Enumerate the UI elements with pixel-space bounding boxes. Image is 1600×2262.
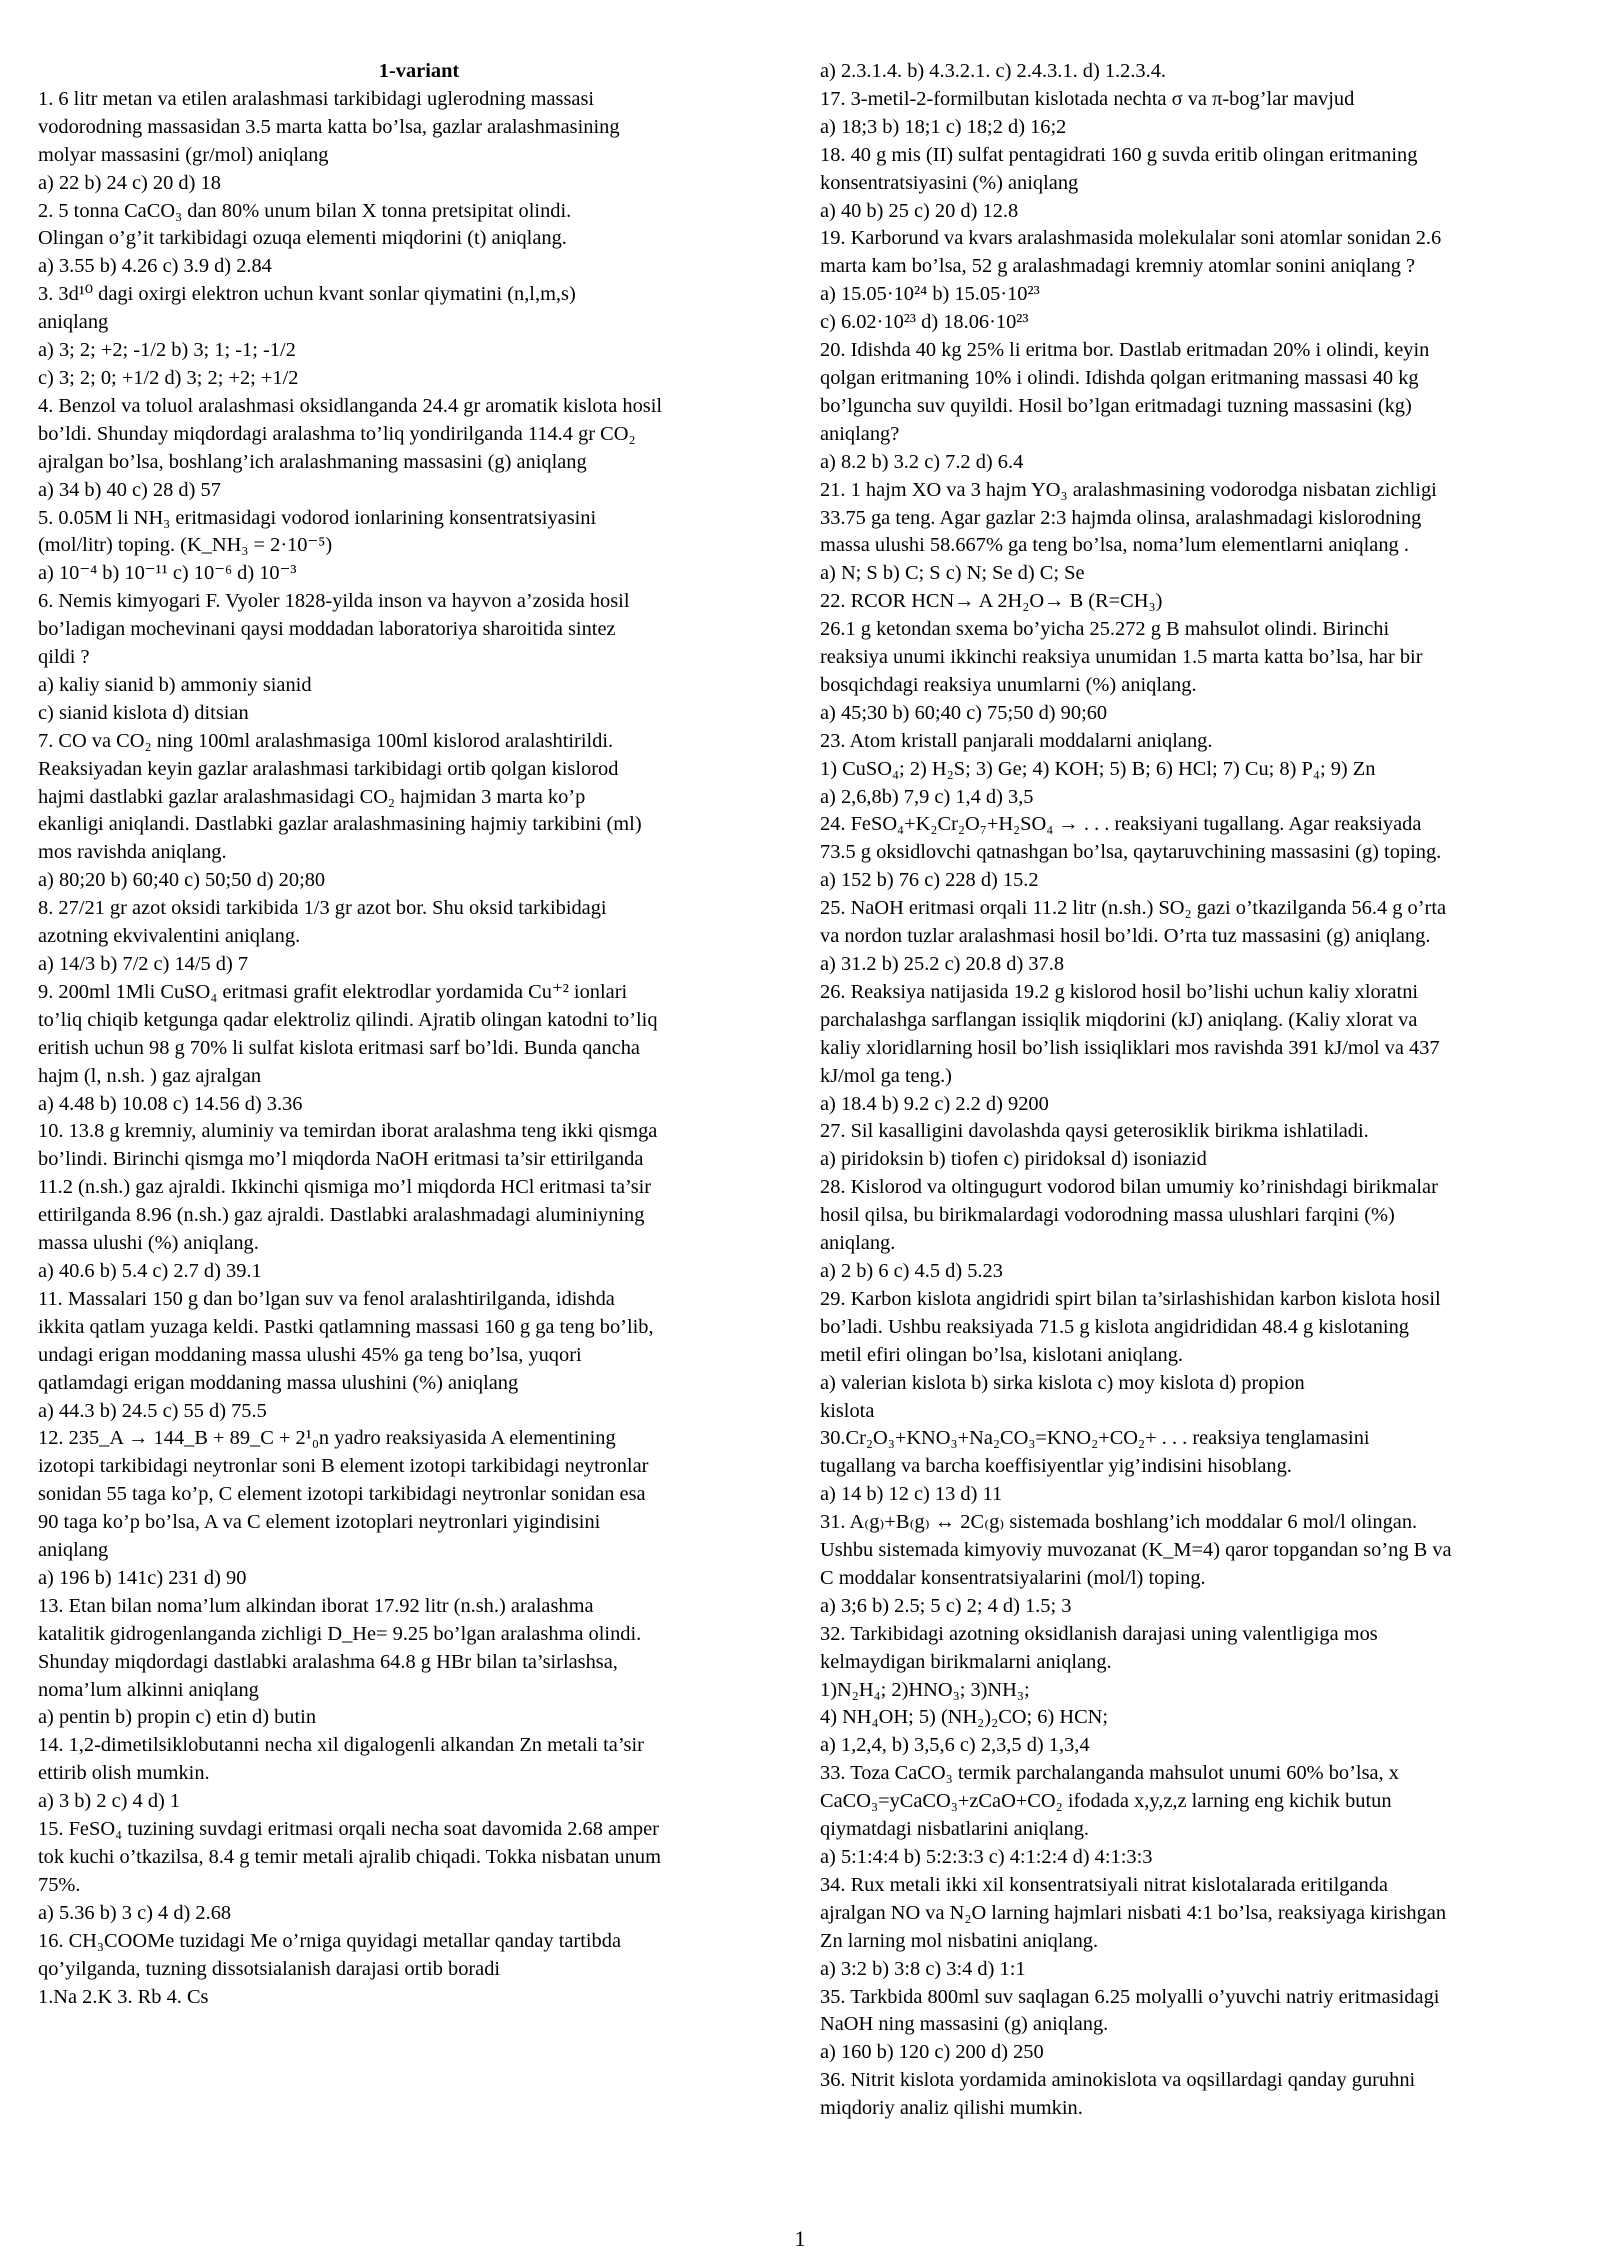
text-line: a) 1,2,4, b) 3,5,6 c) 2,3,5 d) 1,3,4: [820, 1734, 1090, 1757]
text-line: a) 10⁻⁴ b) 10⁻¹¹ c) 10⁻⁶ d) 10⁻³: [38, 562, 297, 585]
text-line: a) 152 b) 76 c) 228 d) 15.2: [820, 869, 1039, 892]
text-line: 34. Rux metali ikki xil konsentratsiyali nitrat kislotalarada eritilganda: [820, 1873, 1388, 1896]
text-line: aniqlang.: [820, 1232, 896, 1255]
text-line: bo’lindi. Birinchi qismga mo’l miqdorda NaOH eritmasi ta’sir ettirilganda: [38, 1148, 644, 1171]
text-line: 13. Etan bilan noma’lum alkindan iborat 17.92 litr (n.sh.) aralashma: [38, 1594, 594, 1617]
text-line: to’liq chiqib ketgunga qadar elektroliz qilindi. Ajratib olingan katodni to’liq: [38, 1008, 658, 1031]
text-line: 24. FeSO₄+K₂Cr₂O₇+H₂SO₄ → . . . reaksiyani tugallang. Agar reaksiyada: [820, 813, 1422, 836]
text-line: a) 18.4 b) 9.2 c) 2.2 d) 9200: [820, 1092, 1049, 1115]
text-line: a) 8.2 b) 3.2 c) 7.2 d) 6.4: [820, 450, 1024, 473]
text-line: hajm (l, n.sh. ) gaz ajralgan: [38, 1064, 262, 1087]
text-line: ajralgan NO va N₂O larning hajmlari nisbati 4:1 bo’lsa, reaksiyaga kirishgan: [820, 1901, 1447, 1924]
text-line: a) 40.6 b) 5.4 c) 2.7 d) 39.1: [38, 1259, 262, 1282]
text-line: kelmaydigan birikmalarni aniqlang.: [820, 1650, 1112, 1673]
text-line: 3. 3d¹⁰ dagi oxirgi elektron uchun kvant sonlar qiymatini (n,l,m,s): [38, 283, 576, 306]
text-line: azotning ekvivalentini aniqlang.: [38, 925, 301, 948]
text-line: 23. Atom kristall panjarali moddalarni aniqlang.: [820, 729, 1213, 752]
text-line: miqdoriy analiz qilishi mumkin.: [820, 2097, 1083, 2120]
text-line: eritish uchun 98 g 70% li sulfat kislota eritmasi sarf bo’ldi. Bunda qancha: [38, 1036, 640, 1059]
text-line: qildi ?: [38, 646, 90, 669]
text-line: CaCO₃=yCaCO₃+zCaO+CO₂ ifodada x,y,z,z larning eng kichik butun: [820, 1790, 1392, 1813]
text-line: 31. A₍g₎+B₍g₎ ↔ 2C₍g₎ sistemada boshlang’ich moddalar 6 mol/l olingan.: [820, 1511, 1418, 1534]
text-line: reaksiya unumi ikkinchi reaksiya unumidan 1.5 marta katta bo’lsa, har bir: [820, 646, 1423, 669]
text-line: vodorodning massasidan 3.5 marta katta bo’lsa, gazlar aralashmasining: [38, 115, 620, 138]
text-line: 17. 3-metil-2-formilbutan kislotada nechta σ va π-bog’lar mavjud: [820, 87, 1355, 110]
text-line: 73.5 g oksidlovchi qatnashgan bo’lsa, qaytaruvchining massasini (g) toping.: [820, 841, 1442, 864]
text-line: a) 3;6 b) 2.5; 5 c) 2; 4 d) 1.5; 3: [820, 1594, 1072, 1617]
text-line: aniqlang: [38, 311, 109, 334]
text-line: 21. 1 hajm XO va 3 hajm YO₃ aralashmasining vodorodga nisbatan zichligi: [820, 478, 1437, 501]
text-line: 18. 40 g mis (II) sulfat pentagidrati 160 g suvda eritib olingan eritmaning: [820, 143, 1418, 166]
text-line: 11.2 (n.sh.) gaz ajraldi. Ikkinchi qismiga mo’l miqdorda HCl eritmasi ta’sir: [38, 1176, 652, 1199]
text-line: a) 40 b) 25 c) 20 d) 12.8: [820, 199, 1019, 222]
text-line: NaOH ning massasini (g) aniqlang.: [820, 2013, 1109, 2036]
text-line: Olingan o’g’it tarkibidagi ozuqa elementi miqdorini (t) aniqlang.: [38, 227, 567, 250]
text-line: 11. Massalari 150 g dan bo’lgan suv va fenol aralashtirilganda, idishda: [38, 1287, 615, 1310]
text-line: 15. FeSO₄ tuzining suvdagi eritmasi orqali necha soat davomida 2.68 amper: [38, 1818, 659, 1841]
text-line: 22. RCOR HCN→ A 2H₂O→ B (R=CH₃): [820, 590, 1163, 613]
text-line: ekanligi aniqlandi. Dastlabki gazlar aralashmasining hajmiy tarkibini (ml): [38, 813, 642, 836]
text-line: hosil qilsa, bu birikmalardagi vodorodning massa ulushlari farqini (%): [820, 1204, 1395, 1227]
text-line: a) 2.3.1.4. b) 4.3.2.1. c) 2.4.3.1. d) 1.2.3.4.: [820, 60, 1167, 82]
text-line: bo’ladi. Ushbu reaksiyada 71.5 g kislota angidrididan 48.4 g kislotaning: [820, 1315, 1409, 1338]
text-line: a) 3.55 b) 4.26 c) 3.9 d) 2.84: [38, 255, 272, 278]
text-line: 4. Benzol va toluol aralashmasi oksidlanganda 24.4 gr aromatik kislota hosil: [38, 394, 663, 417]
text-line: c) sianid kislota d) ditsian: [38, 701, 249, 724]
text-line: noma’lum alkinni aniqlang: [38, 1678, 259, 1701]
text-line: hajmi dastlabki gazlar aralashmasidagi CO₂ hajmidan 3 marta ko’p: [38, 785, 586, 808]
text-line: 29. Karbon kislota angidridi spirt bilan ta’sirlashishidan karbon kislota hosil: [820, 1287, 1441, 1310]
text-line: izotopi tarkibidagi neytronlar soni B element izotopi tarkibidagi neytronlar: [38, 1455, 649, 1478]
text-line: 25. NaOH eritmasi orqali 11.2 litr (n.sh.) SO₂ gazi o’tkazilganda 56.4 g o’rta: [820, 897, 1447, 920]
text-line: qiymatdagi nisbatlarini aniqlang.: [820, 1818, 1089, 1841]
text-line: konsentratsiyasini (%) aniqlang: [820, 171, 1079, 194]
text-line: molyar massasini (gr/mol) aniqlang: [38, 143, 329, 166]
text-line: 8. 27/21 gr azot oksidi tarkibida 1/3 gr azot bor. Shu oksid tarkibidagi: [38, 897, 607, 920]
text-line: kislota: [820, 1399, 875, 1422]
text-line: a) 14/3 b) 7/2 c) 14/5 d) 7: [38, 953, 249, 975]
text-line: sonidan 55 taga ko’p, C element izotopi tarkibidagi neytronlar sonidan esa: [38, 1483, 646, 1506]
text-line: 36. Nitrit kislota yordamida aminokislota va oqsillardagi qanday guruhni: [820, 2069, 1416, 2092]
text-line: c) 6.02·10²³ d) 18.06·10²³: [820, 311, 1029, 334]
text-line: a) 45;30 b) 60;40 c) 75;50 d) 90;60: [820, 701, 1108, 724]
text-line: 4) NH₄OH; 5) (NH₂)₂CO; 6) HCN;: [820, 1706, 1109, 1729]
text-line: 1.Na 2.K 3. Rb 4. Cs: [38, 1985, 209, 2008]
text-line: qatlamdagi erigan moddaning massa ulushini (%) aniqlang: [38, 1371, 519, 1394]
text-line: aniqlang?: [820, 422, 900, 445]
text-line: a) 15.05·10²⁴ b) 15.05·10²³: [820, 283, 1040, 306]
text-line: a) 2 b) 6 c) 4.5 d) 5.23: [820, 1259, 1003, 1282]
text-line: bo’ladigan mochevinani qaysi moddadan laboratoriya sharoitida sintez: [38, 618, 616, 641]
right-question-list: [820, 58, 1570, 2123]
text-line: a) 5.36 b) 3 c) 4 d) 2.68: [38, 1901, 232, 1924]
text-line: a) 160 b) 120 c) 200 d) 250: [820, 2041, 1044, 2064]
text-line: 30.Cr₂O₃+KNO₃+Na₂CO₃=KNO₂+CO₂+ . . . reaksiya tenglamasini: [820, 1427, 1370, 1450]
text-line: katalitik gidrogenlanganda zichligi D_He= 9.25 bo’lgan aralashma olindi.: [38, 1622, 642, 1645]
text-line: 1. 6 litr metan va etilen aralashmasi tarkibidagi uglerodning massasi: [38, 87, 595, 110]
text-line: ettirib olish mumkin.: [38, 1762, 210, 1785]
text-line: ikkita qatlam yuzaga keldi. Pastki qatlamning massasi 160 g ga teng bo’lib,: [38, 1315, 654, 1338]
text-line: 16. CH₃COOMe tuzidagi Me o’rniga quyidagi metallar qanday tartibda: [38, 1929, 621, 1952]
text-line: massa ulushi 58.667% ga teng bo’lsa, noma’lum elementlarni aniqlang .: [820, 534, 1409, 557]
text-line: qo’yilganda, tuzning dissotsialanish darajasi ortib boradi: [38, 1957, 501, 1980]
text-line: a) 196 b) 141c) 231 d) 90: [38, 1566, 247, 1589]
text-line: 10. 13.8 g kremniy, aluminiy va temirdan iborat aralashma teng ikki qismga: [38, 1120, 658, 1143]
text-line: 33. Toza CaCO₃ termik parchalanganda mahsulot unumi 60% bo’lsa, x: [820, 1762, 1399, 1785]
text-line: 90 taga ko’p bo’lsa, A va C element izotoplari neytronlari yigindisini: [38, 1511, 601, 1534]
left-question-list: [38, 86, 800, 2012]
text-line: a) kaliy sianid b) ammoniy sianid: [38, 673, 312, 696]
text-line: kaliy xloridlarning hosil bo’lish issiqliklari mos ravishda 391 kJ/mol va 437: [820, 1036, 1440, 1059]
text-line: a) 4.48 b) 10.08 c) 14.56 d) 3.36: [38, 1092, 303, 1115]
text-line: 33.75 ga teng. Agar gazlar 2:3 hajmda olinsa, aralashmadagi kislorodning: [820, 506, 1422, 529]
text-line: bo’ldi. Shunday miqdordagi aralashma to’liq yondirilganda 114.4 gr CO₂: [38, 422, 636, 445]
text-line: a) 18;3 b) 18;1 c) 18;2 d) 16;2: [820, 115, 1067, 138]
text-line: massa ulushi (%) aniqlang.: [38, 1232, 259, 1255]
text-line: C moddalar konsentratsiyalarini (mol/l) toping.: [820, 1566, 1206, 1589]
text-line: metil efiri olingan bo’lsa, kislotani aniqlang.: [820, 1343, 1183, 1366]
text-line: 32. Tarkibidagi azotning oksidlanish darajasi uning valentligiga mos: [820, 1622, 1378, 1645]
page-number: 1: [794, 2226, 806, 2251]
text-line: parchalashga sarflangan issiqlik miqdorini (kJ) aniqlang. (Kaliy xlorat va: [820, 1008, 1418, 1031]
text-line: 27. Sil kasalligini davolashda qaysi geterosiklik birikma ishlatiladi.: [820, 1120, 1369, 1143]
text-line: a) 3 b) 2 c) 4 d) 1: [38, 1790, 181, 1813]
text-line: ettirilganda 8.96 (n.sh.) gaz ajraldi. Dastlabki aralashmadagi aluminiyning: [38, 1204, 645, 1227]
text-line: Ushbu sistemada kimyoviy muvozanat (K_M=4) qaror topgandan so’ng B va: [820, 1539, 1452, 1562]
right-column: [820, 58, 1570, 2123]
text-line: 26. Reaksiya natijasida 19.2 g kislorod hosil bo’lishi uchun kaliy xloratni: [820, 980, 1419, 1003]
text-line: 28. Kislorod va oltingugurt vodorod bilan umumiy ko’rinishdagi birikmalar: [820, 1176, 1438, 1199]
text-line: a) valerian kislota b) sirka kislota c) moy kislota d) propion: [820, 1371, 1305, 1394]
text-line: 6. Nemis kimyogari F. Vyoler 1828-yilda inson va hayvon a’zosida hosil: [38, 590, 630, 613]
left-column: [38, 58, 800, 2011]
text-line: a) piridoksin b) tiofen c) piridoksal d) isoniazid: [820, 1148, 1207, 1171]
text-line: kJ/mol ga teng.): [820, 1064, 952, 1087]
text-line: Shunday miqdordagi dastlabki aralashma 64.8 g HBr bilan ta’sirlashsa,: [38, 1650, 618, 1673]
text-line: bosqichdagi reaksiya unumlarni (%) aniqlang.: [820, 673, 1197, 696]
text-line: a) 34 b) 40 c) 28 d) 57: [38, 478, 221, 501]
text-line: Zn larning mol nisbatini aniqlang.: [820, 1929, 1099, 1952]
text-line: undagi erigan moddaning massa ulushi 45% ga teng bo’lsa, yuqori: [38, 1343, 582, 1366]
text-line: 1)N₂H₄; 2)HNO₃; 3)NH₃;: [820, 1678, 1030, 1701]
text-line: a) 3:2 b) 3:8 c) 3:4 d) 1:1: [820, 1957, 1026, 1980]
text-line: a) 2,6,8b) 7,9 c) 1,4 d) 3,5: [820, 785, 1034, 808]
text-line: c) 3; 2; 0; +1/2 d) 3; 2; +2; +1/2: [38, 366, 299, 389]
text-line: aniqlang: [38, 1539, 109, 1562]
text-line: (mol/litr) toping. (K_NH₃ = 2·10⁻⁵): [38, 534, 333, 557]
text-line: 9. 200ml 1Mli CuSO₄ eritmasi grafit elektrodlar yordamida Cu⁺² ionlari: [38, 980, 628, 1003]
text-line: tugallang va barcha koeffisiyentlar yig’indisini hisoblang.: [820, 1455, 1292, 1478]
text-line: ajralgan bo’lsa, boshlang’ich aralashmaning massasini (g) aniqlang: [38, 450, 587, 473]
text-line: 7. CO va CO₂ ning 100ml aralashmasiga 100ml kislorod aralashtirildi.: [38, 729, 614, 752]
text-line: a) N; S b) C; S c) N; Se d) C; Se: [820, 562, 1085, 585]
text-line: tok kuchi o’tkazilsa, 8.4 g temir metali ajralib chiqadi. Tokka nisbatan unum: [38, 1846, 661, 1868]
text-line: a) 44.3 b) 24.5 c) 55 d) 75.5: [38, 1399, 267, 1422]
text-line: va nordon tuzlar aralashmasi hosil bo’ldi. O’rta tuz massasini (g) aniqlang.: [820, 925, 1431, 948]
text-line: 1) CuSO₄; 2) H₂S; 3) Ge; 4) KOH; 5) B; 6) HCl; 7) Cu; 8) P₄; 9) Zn: [820, 757, 1376, 780]
text-line: 5. 0.05M li NH₃ eritmasidagi vodorod ionlarining konsentratsiyasini: [38, 506, 597, 529]
text-line: 20. Idishda 40 kg 25% li eritma bor. Dastlab eritmadan 20% i olindi, keyin: [820, 339, 1430, 362]
text-line: a) 31.2 b) 25.2 c) 20.8 d) 37.8: [820, 953, 1065, 975]
text-line: a) 80;20 b) 60;40 c) 50;50 d) 20;80: [38, 869, 326, 892]
text-line: 75%.: [38, 1873, 81, 1896]
text-line: a) 22 b) 24 c) 20 d) 18: [38, 171, 221, 194]
text-line: 26.1 g ketondan sxema bo’yicha 25.272 g B mahsulot olindi. Birinchi: [820, 618, 1390, 641]
text-line: a) pentin b) propin c) etin d) butin: [38, 1706, 317, 1729]
text-line: 14. 1,2-dimetilsiklobutanni necha xil digalogenli alkandan Zn metali ta’sir: [38, 1734, 644, 1757]
text-line: marta kam bo’lsa, 52 g aralashmadagi kremniy atomlar sonini aniqlang ?: [820, 255, 1416, 278]
text-line: 19. Karborund va kvars aralashmasida molekulalar soni atomlar sonidan 2.6: [820, 227, 1442, 250]
text-line: Reaksiyadan keyin gazlar aralashmasi tarkibidagi ortib qolgan kislorod: [38, 757, 619, 780]
text-line: qolgan eritmaning 10% i olindi. Idishda qolgan eritmaning massasi 40 kg: [820, 366, 1419, 389]
text-line: 35. Tarkbida 800ml suv saqlagan 6.25 molyalli o’yuvchi natriy eritmasidagi: [820, 1985, 1440, 2008]
text-line: a) 14 b) 12 c) 13 d) 11: [820, 1483, 1003, 1506]
variant-title: 1-variant: [378, 60, 460, 82]
text-line: a) 5:1:4:4 b) 5:2:3:3 c) 4:1:2:4 d) 4:1:3:3: [820, 1846, 1153, 1868]
text-line: a) 3; 2; +2; -1/2 b) 3; 1; -1; -1/2: [38, 339, 296, 362]
text-line: 12. 235_A → 144_B + 89_C + 2¹₀n yadro reaksiyasida A elementining: [38, 1427, 616, 1450]
text-line: mos ravishda aniqlang.: [38, 841, 227, 864]
text-line: 2. 5 tonna CaCO₃ dan 80% unum bilan X tonna pretsipitat olindi.: [38, 199, 572, 222]
text-line: bo’lguncha suv quyildi. Hosil bo’lgan eritmadagi tuzning massasini (kg): [820, 394, 1412, 417]
